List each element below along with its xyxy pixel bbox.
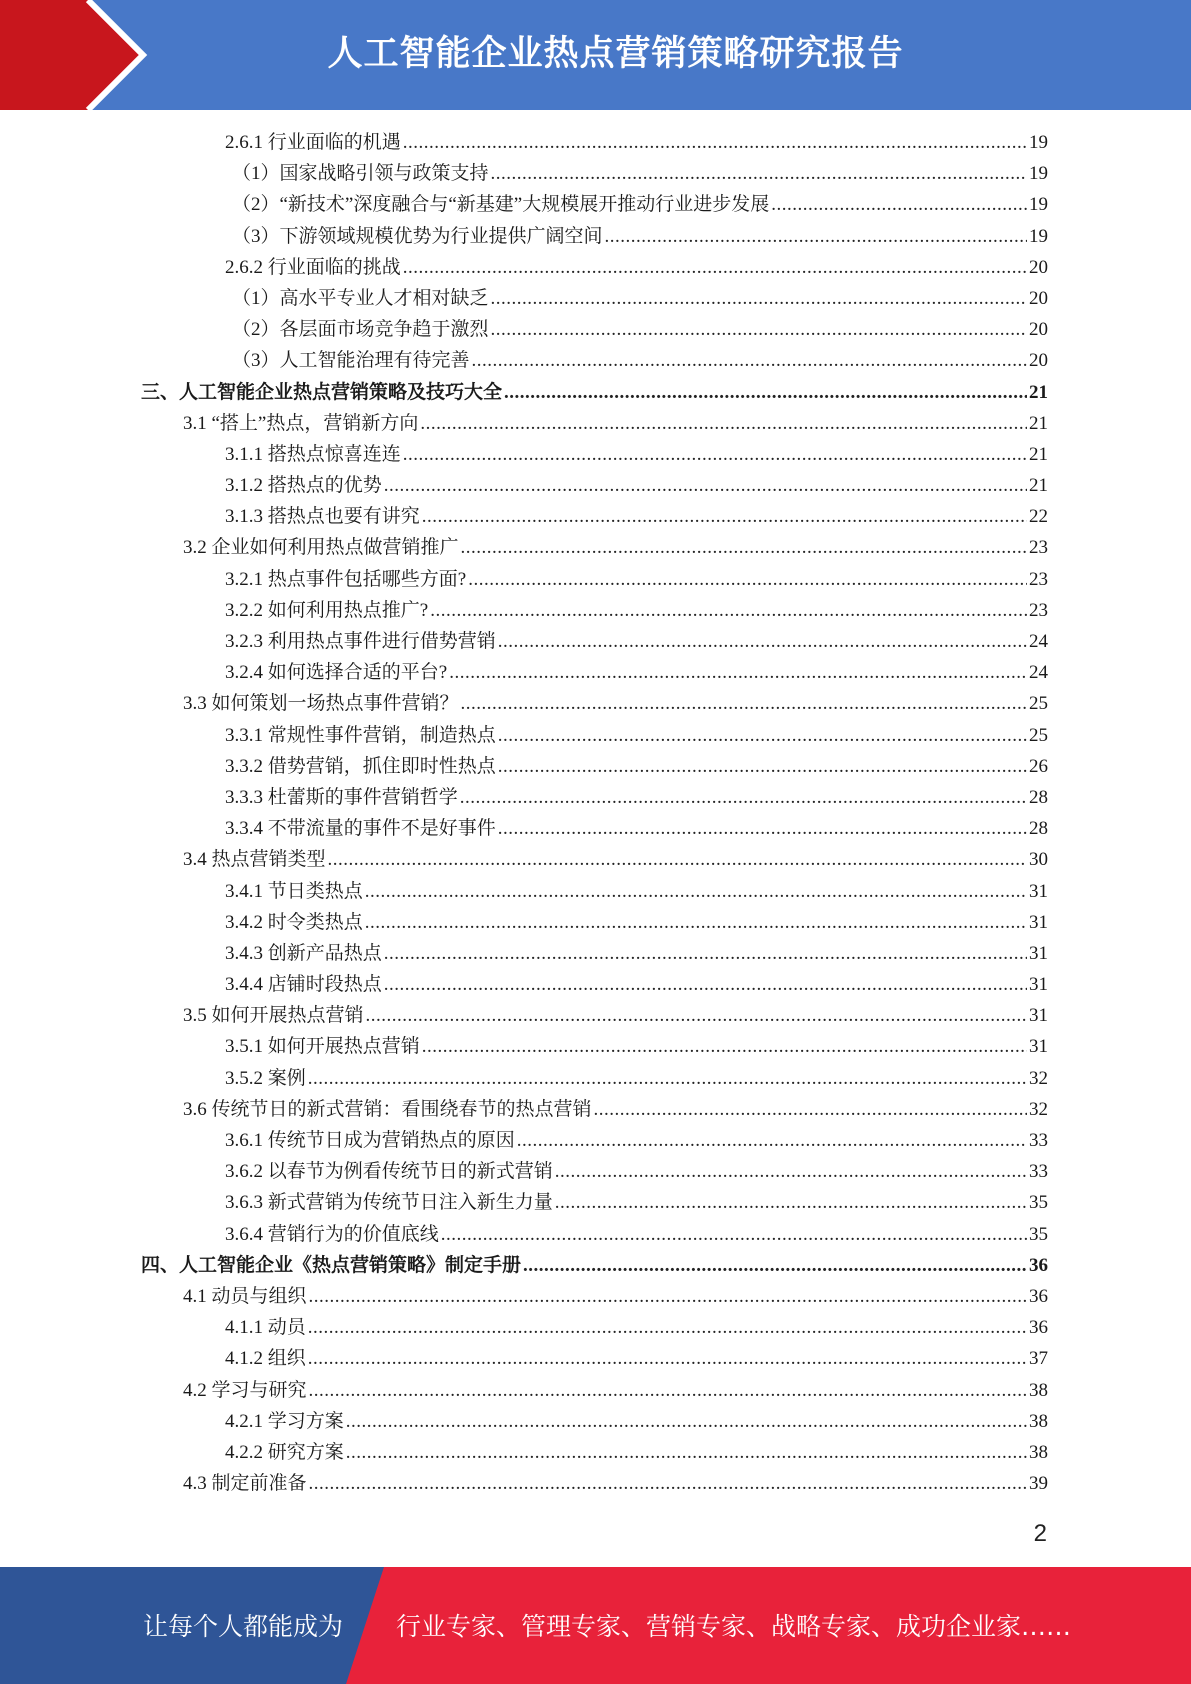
toc-entry-page: 35: [1029, 1223, 1048, 1245]
footer-slogan-left: 让每个人都能成为: [143, 1612, 344, 1641]
toc-dot-leader: [384, 969, 1027, 1000]
toc-entry-title: （1）国家战略引领与政策支持: [232, 163, 489, 185]
toc-entry[interactable]: [0, 252, 1191, 283]
toc-dot-leader: [468, 564, 1027, 595]
toc-dot-leader: [491, 283, 1027, 314]
toc-entry-page: 20: [1029, 350, 1048, 372]
toc-entry[interactable]: [0, 813, 1191, 844]
toc-dot-leader: [523, 1250, 1027, 1281]
toc-entry-page: 25: [1029, 693, 1048, 715]
toc-dot-leader: [384, 470, 1027, 501]
toc-entry-page: 31: [1029, 1005, 1048, 1027]
toc-entry-page: 20: [1029, 256, 1048, 278]
toc-entry[interactable]: [0, 470, 1191, 501]
toc-entry-title: 3.6.4 营销行为的价值底线: [225, 1223, 439, 1245]
toc-entry[interactable]: [0, 1219, 1191, 1250]
toc-entry-title: 3.1 “搭上”热点，营销新方向: [183, 412, 419, 434]
toc-dot-leader: [491, 158, 1027, 189]
toc-entry-page: 30: [1029, 849, 1048, 871]
toc-entry-title: 3.3.3 杜蕾斯的事件营销哲学: [225, 786, 458, 808]
toc-entry[interactable]: [0, 876, 1191, 907]
toc-entry-title: 3.4.3 创新产品热点: [225, 942, 382, 964]
toc-entry-page: 32: [1029, 1067, 1048, 1089]
toc-entry-title: 3.2.3 利用热点事件进行借势营销: [225, 631, 496, 652]
toc-entry[interactable]: [0, 938, 1191, 969]
toc-entry-title: 三、人工智能企业热点营销策略及技巧大全: [141, 381, 503, 403]
toc-entry-title: 3.2.4 如何选择合适的平台?: [225, 662, 448, 684]
toc-entry[interactable]: [0, 1000, 1191, 1031]
toc-dot-leader: [309, 1468, 1027, 1499]
toc-dot-leader: [430, 595, 1027, 626]
toc-entry-title: 3.5.1 如何开展热点营销: [225, 1036, 420, 1058]
toc-entry-page: 36: [1029, 1254, 1048, 1276]
toc-entry-page: 21: [1029, 381, 1048, 403]
toc-entry-page: 28: [1029, 786, 1048, 808]
page-header: [0, 0, 1191, 110]
toc-dot-leader: [449, 657, 1027, 688]
toc-entry-page: 23: [1029, 599, 1048, 621]
toc-entry-title: 3.3.4 不带流量的事件不是好事件: [225, 818, 496, 840]
toc-entry-page: 19: [1029, 225, 1048, 247]
toc-entry-title: 4.1.1 动员: [225, 1317, 306, 1339]
toc-dot-leader: [504, 377, 1027, 408]
toc-entry-title: 3.3.2 借势营销，抓住即时性热点: [225, 755, 496, 777]
toc-entry-page: 23: [1029, 568, 1048, 590]
toc-entry-page: 21: [1029, 412, 1048, 434]
toc-entry-title: 3.1.2 搭热点的优势: [225, 475, 382, 497]
toc-entry[interactable]: [0, 1375, 1191, 1406]
toc-dot-leader: [498, 626, 1027, 657]
toc-dot-leader: [328, 844, 1027, 875]
toc-entry[interactable]: [0, 283, 1191, 314]
toc-dot-leader: [308, 1063, 1027, 1094]
toc-dot-leader: [346, 1406, 1027, 1437]
toc-entry[interactable]: [0, 221, 1191, 252]
toc-entry-title: 3.2.1 热点事件包括哪些方面?: [225, 568, 467, 590]
toc-dot-leader: [309, 1281, 1027, 1312]
toc-entry[interactable]: [0, 844, 1191, 875]
toc-entry-title: （1）高水平专业人才相对缺乏: [232, 287, 489, 309]
toc-entry-title: 3.2.2 如何利用热点推广?: [225, 599, 429, 621]
toc-entry-page: 20: [1029, 287, 1048, 309]
toc-entry[interactable]: [0, 1468, 1191, 1499]
toc-entry-page: 31: [1029, 1036, 1048, 1058]
toc-entry-page: 36: [1029, 1317, 1048, 1339]
toc-entry-title: 四、人工智能企业《热点营销策略》制定手册: [141, 1254, 522, 1276]
toc-dot-leader: [403, 439, 1027, 470]
toc-entry-page: 31: [1029, 911, 1048, 933]
toc-entry-page: 38: [1029, 1410, 1048, 1432]
toc-entry-title: 3.1.1 搭热点惊喜连连: [225, 443, 401, 465]
toc-entry-page: 31: [1029, 942, 1048, 964]
toc-dot-leader: [498, 720, 1027, 751]
toc-entry-title: 3.4.2 时令类热点: [225, 911, 363, 933]
toc-entry-page: 24: [1029, 631, 1048, 652]
toc-entry-page: 39: [1029, 1473, 1048, 1495]
toc-entry-title: （2）“新技术”深度融合与“新基建”大规模展开推动行业进步发展: [232, 194, 770, 216]
toc-entry[interactable]: [0, 189, 1191, 220]
toc-entry[interactable]: [0, 595, 1191, 626]
toc-entry-title: 3.2 企业如何利用热点做营销推广: [183, 537, 459, 559]
toc-entry[interactable]: [0, 127, 1191, 158]
toc-dot-leader: [346, 1437, 1027, 1468]
toc-dot-leader: [420, 408, 1027, 439]
toc-entry-title: 3.5 如何开展热点营销: [183, 1005, 364, 1027]
toc-dot-leader: [771, 189, 1027, 220]
toc-entry[interactable]: [0, 1437, 1191, 1468]
toc-entry[interactable]: [0, 782, 1191, 813]
report-title: 人工智能企业热点营销策略研究报告: [327, 34, 904, 74]
toc-entry-page: 24: [1029, 662, 1048, 684]
toc-entry-page: 36: [1029, 1285, 1048, 1307]
toc-entry[interactable]: [0, 377, 1191, 408]
toc-entry-title: 3.3 如何策划一场热点事件营销？: [183, 693, 459, 715]
toc-dot-leader: [441, 1219, 1027, 1250]
toc-entry-page: 31: [1029, 974, 1048, 996]
toc-entry-page: 32: [1029, 1098, 1048, 1120]
toc-entry-title: 2.6.2 行业面临的挑战: [225, 256, 401, 278]
toc-entry-page: 23: [1029, 537, 1048, 559]
toc-entry-title: 3.6.1 传统节日成为营销热点的原因: [225, 1130, 515, 1151]
toc-entry-page: 28: [1029, 818, 1048, 840]
toc-dot-leader: [461, 532, 1027, 563]
page-footer: [0, 1567, 1191, 1684]
toc-entry-title: 3.6 传统节日的新式营销：看围绕春节的热点营销: [183, 1098, 592, 1120]
toc-entry[interactable]: [0, 158, 1191, 189]
toc-dot-leader: [422, 501, 1027, 532]
toc-entry-page: 19: [1029, 194, 1048, 216]
toc-dot-leader: [460, 782, 1027, 813]
toc-entry[interactable]: [0, 345, 1191, 376]
toc-entry-title: 3.4 热点营销类型: [183, 849, 326, 871]
toc-entry[interactable]: [0, 1094, 1191, 1125]
toc-entry-title: 4.2.1 学习方案: [225, 1410, 344, 1432]
toc-entry[interactable]: [0, 314, 1191, 345]
toc-dot-leader: [517, 1125, 1027, 1156]
toc-entry-title: 4.1 动员与组织: [183, 1285, 307, 1307]
toc-entry[interactable]: [0, 1031, 1191, 1062]
toc-dot-leader: [491, 314, 1027, 345]
toc-entry[interactable]: [0, 1250, 1191, 1281]
toc-entry-title: 3.3.1 常规性事件营销，制造热点: [225, 724, 496, 746]
toc-entry-page: 33: [1029, 1130, 1048, 1151]
toc-entry-page: 21: [1029, 443, 1048, 465]
toc-dot-leader: [365, 907, 1027, 938]
toc-entry[interactable]: [0, 720, 1191, 751]
toc-entry-page: 35: [1029, 1192, 1048, 1214]
footer-slogan-right: 行业专家、管理专家、营销专家、战略专家、成功企业家……: [396, 1612, 1072, 1641]
toc-entry[interactable]: [0, 1063, 1191, 1094]
toc-entry-title: （2）各层面市场竞争趋于激烈: [232, 319, 489, 341]
toc-entry-title: 2.6.1 行业面临的机遇: [225, 132, 401, 153]
toc-entry[interactable]: [0, 657, 1191, 688]
toc-entry-title: 4.2.2 研究方案: [225, 1441, 344, 1463]
toc-dot-leader: [555, 1187, 1027, 1218]
toc-entry-page: 21: [1029, 475, 1048, 497]
toc-dot-leader: [594, 1094, 1027, 1125]
toc-dot-leader: [309, 1375, 1027, 1406]
toc-dot-leader: [605, 221, 1027, 252]
toc-entry[interactable]: [0, 751, 1191, 782]
toc-entry[interactable]: [0, 532, 1191, 563]
toc-entry[interactable]: [0, 1343, 1191, 1374]
toc-entry[interactable]: [0, 969, 1191, 1000]
toc-entry[interactable]: [0, 907, 1191, 938]
toc-entry-title: 3.1.3 搭热点也要有讲究: [225, 506, 420, 528]
toc-entry-page: 19: [1029, 132, 1048, 153]
toc-entry[interactable]: [0, 564, 1191, 595]
toc-entry-title: 3.6.2 以春节为例看传统节日的新式营销: [225, 1161, 553, 1183]
toc-entry-page: 25: [1029, 724, 1048, 746]
toc-entry-page: 33: [1029, 1161, 1048, 1183]
toc-dot-leader: [366, 1000, 1027, 1031]
toc-entry-title: 3.6.3 新式营销为传统节日注入新生力量: [225, 1192, 553, 1214]
toc-entry-title: 3.5.2 案例: [225, 1067, 306, 1089]
toc-entry[interactable]: [0, 501, 1191, 532]
toc-entry-title: （3）人工智能治理有待完善: [232, 350, 470, 372]
toc-entry[interactable]: [0, 408, 1191, 439]
toc-entry[interactable]: [0, 439, 1191, 470]
toc-entry-page: 19: [1029, 163, 1048, 185]
toc-dot-leader: [555, 1156, 1027, 1187]
toc-entry-title: 4.1.2 组织: [225, 1348, 306, 1370]
toc-dot-leader: [498, 813, 1027, 844]
toc-entry[interactable]: [0, 1312, 1191, 1343]
toc-dot-leader: [308, 1312, 1027, 1343]
toc-entry-page: 26: [1029, 755, 1048, 777]
toc-entry[interactable]: [0, 1156, 1191, 1187]
toc-entry-title: 4.2 学习与研究: [183, 1379, 307, 1401]
toc-entry[interactable]: [0, 688, 1191, 719]
toc-dot-leader: [461, 688, 1027, 719]
toc-dot-leader: [498, 751, 1027, 782]
toc-entry-page: 37: [1029, 1348, 1048, 1370]
toc-dot-leader: [384, 938, 1027, 969]
toc-entry-page: 38: [1029, 1379, 1048, 1401]
toc-entry-page: 38: [1029, 1441, 1048, 1463]
toc-entry-page: 20: [1029, 319, 1048, 341]
toc-entry-title: 3.4.1 节日类热点: [225, 880, 363, 902]
toc-entry[interactable]: [0, 1187, 1191, 1218]
toc-entry[interactable]: [0, 1281, 1191, 1312]
toc-entry-title: 3.4.4 店铺时段热点: [225, 974, 382, 996]
toc-entry[interactable]: [0, 1125, 1191, 1156]
toc-dot-leader: [472, 345, 1027, 376]
toc-dot-leader: [365, 876, 1027, 907]
toc-dot-leader: [403, 127, 1027, 158]
toc-entry-page: 22: [1029, 506, 1048, 528]
toc-dot-leader: [403, 252, 1027, 283]
toc-dot-leader: [422, 1031, 1027, 1062]
toc-entry-page: 31: [1029, 880, 1048, 902]
toc-dot-leader: [308, 1343, 1027, 1374]
toc-entry-title: （3）下游领域规模优势为行业提供广阔空间: [232, 225, 603, 247]
page-number: 2: [1033, 1520, 1047, 1547]
toc-entry[interactable]: [0, 626, 1191, 657]
toc-entry-title: 4.3 制定前准备: [183, 1473, 307, 1495]
toc-entry[interactable]: [0, 1406, 1191, 1437]
table-of-contents: [0, 127, 1191, 1499]
